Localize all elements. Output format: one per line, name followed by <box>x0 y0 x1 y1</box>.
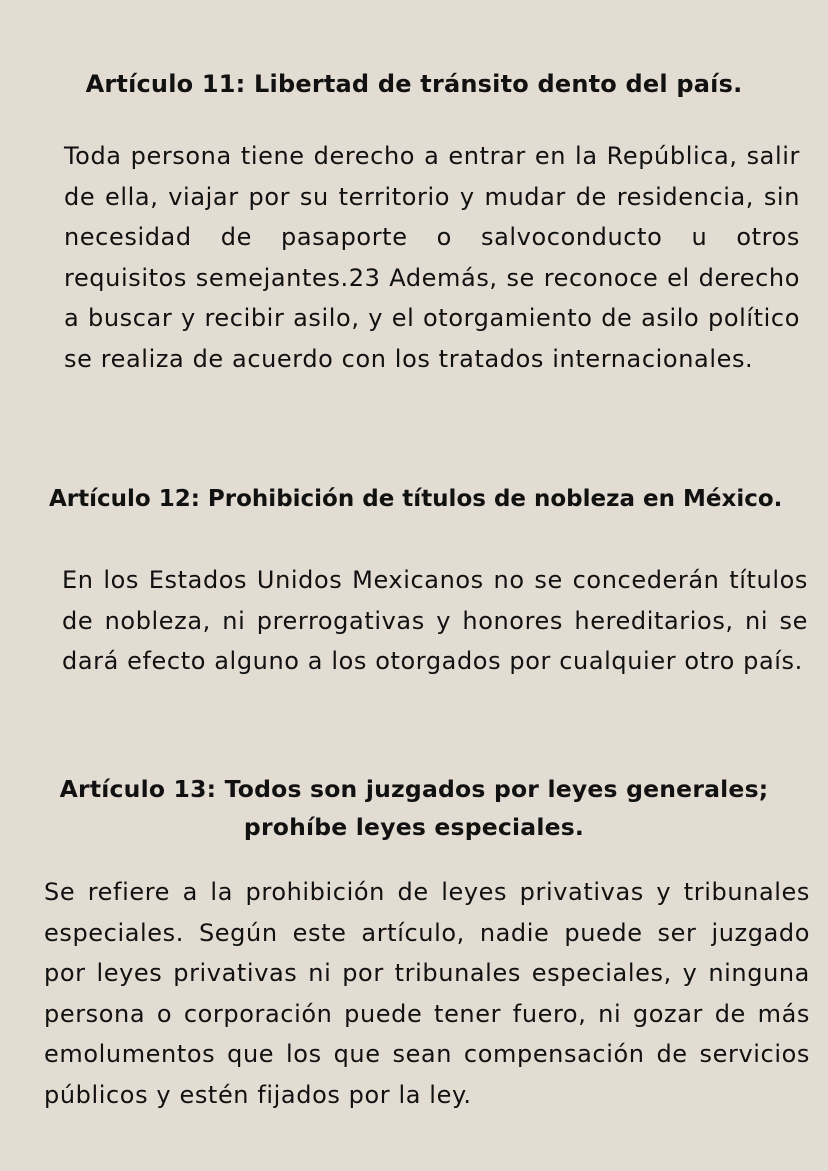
article-11-heading: Artículo 11: Libertad de tránsito dento del país. <box>85 70 743 98</box>
article-12-body: En los Estados Unidos Mexicanos no se concederán títulos de nobleza, ni prerrogativas y honores hereditarios, ni se dará efecto alguno a los otorgados por cualquier otro país. <box>62 566 808 675</box>
article-13-heading: Artículo 13: Todos son juzgados por leyes generales; prohíbe leyes especiales. <box>59 775 769 841</box>
article-11-body: Toda persona tiene derecho a entrar en la República, salir de ella, viajar por su territorio y mudar de residencia, sin necesidad de pasaporte o salvoconducto u otros requisitos semejantes.23 Además, se reconoce el derecho a buscar y recibir asilo, y el otorgamiento de asilo político se realiza de acuerdo con los tratados internacionales. <box>64 142 800 373</box>
article-12-heading: Artículo 12: Prohibición de títulos de nobleza en México. <box>49 486 783 512</box>
article-13-body: Se refiere a la prohibición de leyes privativas y tribunales especiales. Según este artículo, nadie puede ser juzgado por leyes privativas ni por tribunales especiales, y ninguna persona o corporación puede tener fuero, ni gozar de más emolumentos que los que sean compensación de servicios públicos y estén fijados por la ley. <box>44 878 810 1109</box>
